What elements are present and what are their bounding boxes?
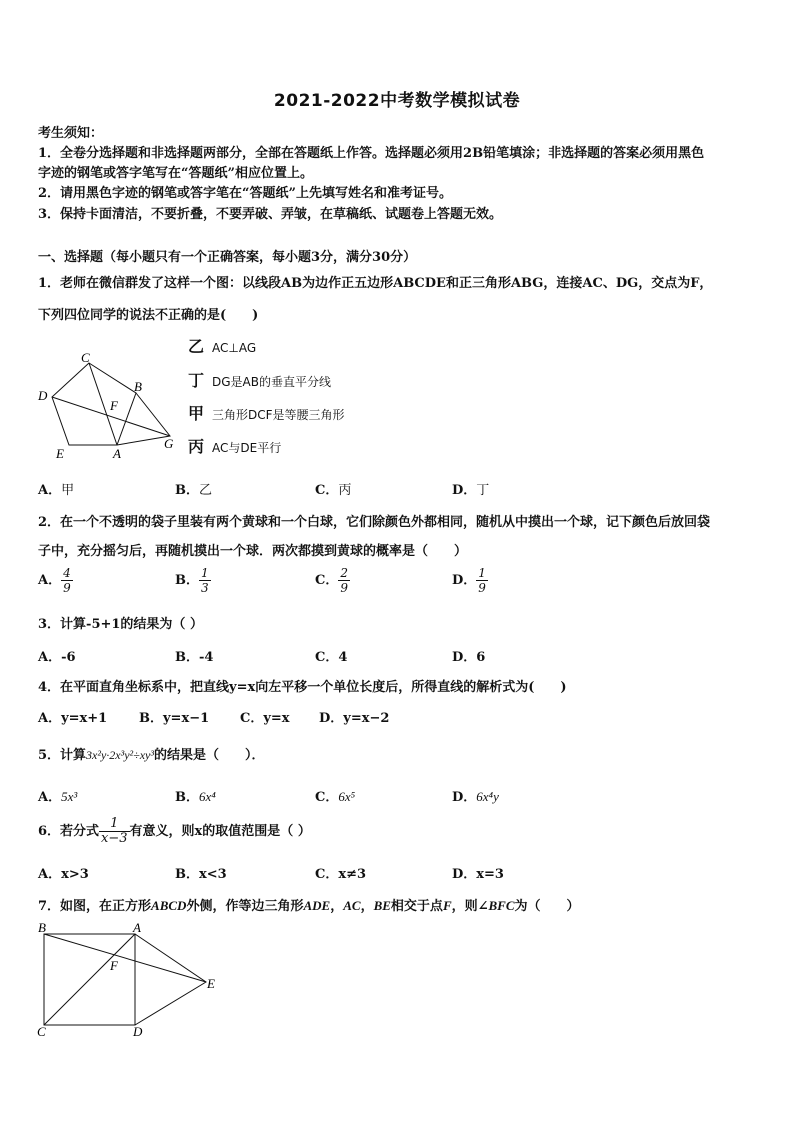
label-f: F [110, 398, 118, 413]
pentagon-abcde [52, 363, 136, 445]
q1-statement-ding [188, 368, 331, 391]
q1-statement-yi [188, 334, 256, 357]
label-c: C [81, 350, 90, 365]
q5-stem: 5．计算3x²y·2x³y²÷xy³的结果是（ ）． [38, 748, 265, 763]
q4-stem: 4．在平面直角坐标系中，把直线y=x向左平移一个单位长度后，所得直线的解析式为( ) [38, 680, 567, 695]
q3-option-c[interactable]: C．4 [315, 650, 348, 665]
label-b: B [38, 920, 46, 935]
q4-option-a[interactable]: A．y=x+1 [38, 711, 108, 726]
q5-option-a[interactable]: A．5x³ [38, 789, 78, 805]
q5-expression: 3x²y·2x³y²÷xy³ [86, 748, 154, 762]
triangle-ade [135, 934, 206, 1025]
statement-text: AC⊥AG [212, 341, 257, 355]
q5-option-c[interactable]: C．6x⁵ [315, 789, 356, 805]
q6-option-c[interactable]: C．x≠3 [315, 867, 367, 882]
fraction: $\frac{4}{9}$ [63, 566, 71, 595]
q2-option-b[interactable]: B． $\frac{1}{3}$ [175, 566, 209, 595]
notice-item-3: 3．保持卡面清洁，不要折叠，不要弄破、弄皱，在草稿纸、试题卷上答题无效。 [38, 207, 503, 222]
notice-item-1: 1．全卷分选择题和非选择题两部分，全部在答题纸上作答。选择题必须用2B铅笔填涂；非选择题的答案必须用黑色 [38, 146, 705, 161]
fraction: $\frac{2}{9}$ [340, 566, 348, 595]
student-name: 乙 [188, 337, 205, 356]
segment-be [44, 934, 206, 982]
statement-text: DG是AB的垂直平分线 [212, 375, 331, 389]
q2-stem-line2: 子中，充分摇匀后，再随机摸出一个球．两次都摸到黄球的概率是（ ） [38, 544, 468, 559]
q5-option-d[interactable]: D．6x⁴y [452, 789, 499, 805]
statement-text: 三角形DCF是等腰三角形 [212, 408, 345, 422]
q3-option-d[interactable]: D．6 [452, 650, 486, 665]
label-c: C [37, 1024, 46, 1039]
page-title: 2021-2022中考数学模拟试卷 [273, 91, 521, 111]
q6-option-d[interactable]: D．x=3 [452, 867, 504, 882]
label-d: D [133, 1024, 143, 1039]
label-e: E [56, 446, 64, 461]
q6-fraction: $\frac{1}{x-3}$ [101, 816, 128, 846]
q1-option-b[interactable]: B．乙 [175, 483, 213, 498]
label-g: G [164, 436, 174, 451]
q2-option-a[interactable]: A． $\frac{4}{9}$ [38, 566, 71, 595]
q2-stem-line1: 2．在一个不透明的袋子里装有两个黄球和一个白球，它们除颜色外都相同，随机从中摸出一个球，记下颜色后放回袋 [38, 515, 711, 530]
notice-item-1-cont: 字迹的钢笔或答字笔写在“答题纸”相应位置上。 [38, 166, 313, 181]
label-d: D [38, 388, 48, 403]
q6-option-b[interactable]: B．x<3 [175, 867, 227, 882]
label-b: B [134, 379, 142, 394]
q1-option-c[interactable]: C．丙 [315, 483, 352, 498]
student-name: 丙 [188, 437, 205, 456]
triangle-abg [117, 393, 170, 445]
q1-statement-jia [188, 401, 345, 424]
label-a: A [133, 920, 141, 935]
q3-option-b[interactable]: B．-4 [175, 650, 214, 665]
q1-option-d[interactable]: D．丁 [452, 483, 490, 498]
fraction: $\frac{1}{3}$ [201, 566, 209, 595]
q1-stem-line2: 下列四位同学的说法不正确的是( ) [38, 308, 259, 323]
q5-option-b[interactable]: B．6x⁴ [175, 789, 216, 805]
q6-option-a[interactable]: A．x>3 [38, 867, 89, 882]
section-heading: 一、选择题（每小题只有一个正确答案，每小题3分，满分30分） [38, 250, 417, 265]
student-name: 丁 [188, 371, 205, 390]
label-e: E [207, 976, 215, 991]
q2-option-c[interactable]: C． $\frac{2}{9}$ [315, 566, 348, 595]
q4-option-c[interactable]: C．y=x [240, 711, 290, 726]
statement-text: AC与DE平行 [212, 441, 282, 455]
q3-stem: 3．计算-5+1的结果为（ ） [38, 617, 203, 632]
q6-stem: 6．若分式 $\frac{1}{x-3}$ 有意义，则x的取值范围是（ ） [38, 816, 311, 846]
label-f: F [110, 958, 118, 973]
q7-figure [30, 918, 230, 1042]
q1-option-a[interactable]: A．甲 [38, 483, 75, 498]
label-a: A [113, 446, 121, 461]
q1-statement-bing [188, 434, 281, 457]
q1-figure [30, 346, 190, 462]
notice-heading: 考生须知： [38, 126, 104, 141]
q3-option-a[interactable]: A．-6 [38, 650, 76, 665]
q2-option-d[interactable]: D． $\frac{1}{9}$ [452, 566, 486, 595]
student-name: 甲 [188, 404, 205, 423]
fraction: $\frac{1}{9}$ [478, 566, 486, 595]
notice-item-2: 2．请用黑色字迹的钢笔或答字笔在“答题纸”上先填写姓名和准考证号。 [38, 186, 453, 201]
q1-stem-line1: 1．老师在微信群发了这样一个图：以线段AB为边作正五边形ABCDE和正三角形ABG，连接AC、DG，交点为F， [38, 276, 713, 291]
q4-option-b[interactable]: B．y=x−1 [139, 711, 210, 726]
q7-stem: 7．如图，在正方形ABCD外侧，作等边三角形ADE，AC，BE相交于点F，则∠BFC为（ ） [38, 898, 580, 914]
q4-option-d[interactable]: D．y=x−2 [319, 711, 390, 726]
